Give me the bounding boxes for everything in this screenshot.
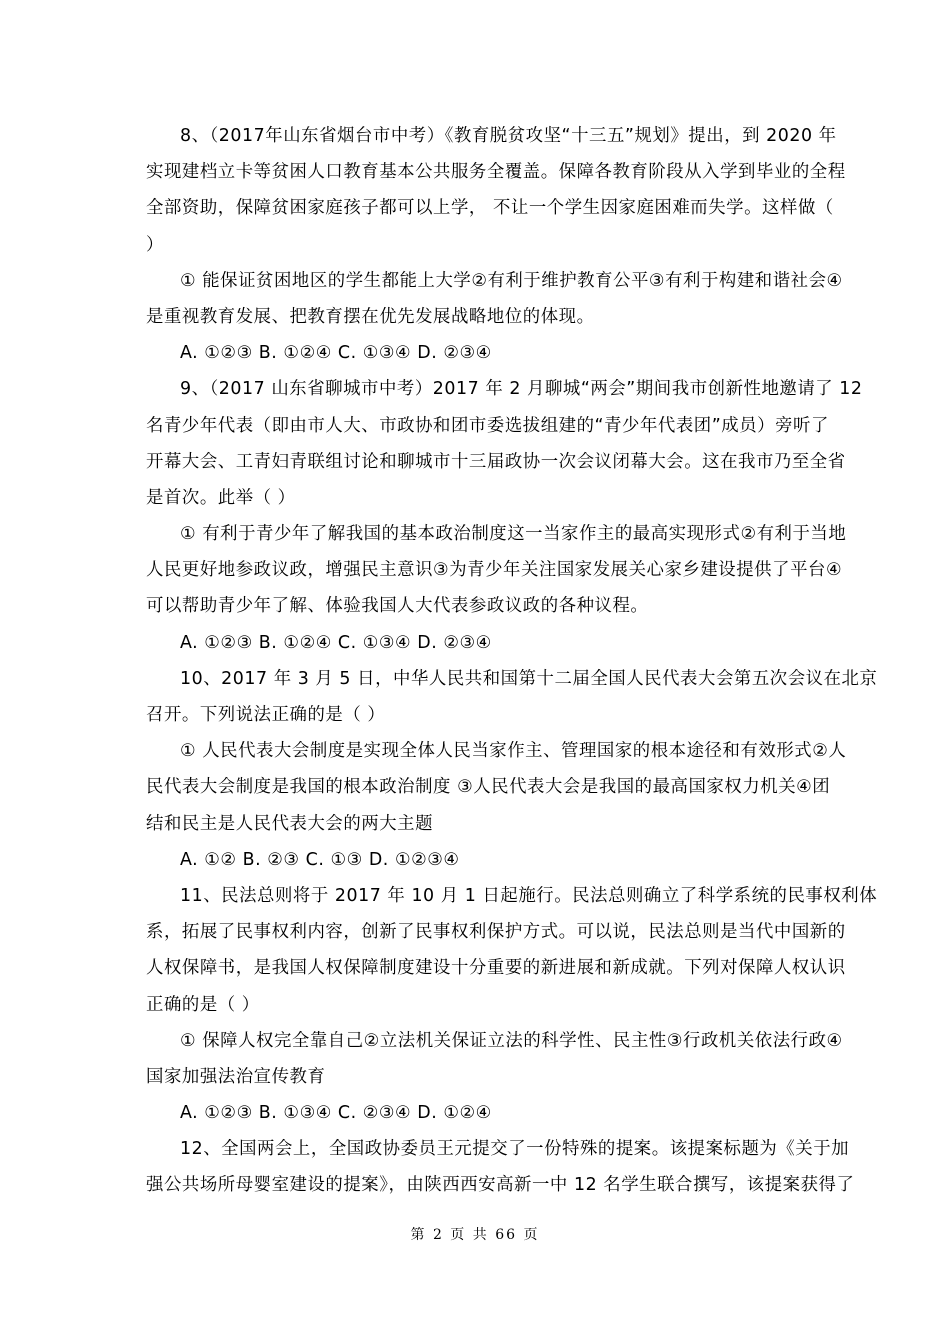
text-line: 实现建档立卡等贫困人口教育基本公共服务全覆盖。保障各教育阶段从入学到毕业的全程 [146,162,846,183]
text-line: 10、2017 年 3 月 5 日，中华人民共和国第十二届全国人民代表大会第五次会议在北京 [180,668,878,689]
text-line: 开幕大会、工青妇青联组讨论和聊城市十三届政协一次会议闭幕大会。这在我市乃至全省 [146,451,846,472]
text-line: 是重视教育发展、把教育摆在优先发展战略地位的体现。 [146,306,595,327]
document-body [146,118,878,1204]
text-line: 正确的是（ ） [146,994,260,1015]
text-line: A. ①② B. ②③ C. ①③ D. ①②③④ [180,849,460,870]
text-line: 结和民主是人民代表大会的两大主题 [146,813,434,834]
text-line: ） [146,234,164,255]
text-line: ① 有利于青少年了解我国的基本政治制度这一当家作主的最高实现形式②有利于当地 [180,524,847,545]
text-line: 是首次。此举（ ） [146,487,296,508]
text-line: 11、民法总则将于 2017 年 10 月 1 日起施行。民法总则确立了科学系统的民事权利体 [180,885,878,906]
text-line: 8、（2017年山东省烟台市中考）《教育脱贫攻坚“十三五”规划》提出，到 2020 年 [180,126,837,146]
text-line: ① 人民代表大会制度是实现全体人民当家作主、管理国家的根本途径和有效形式②人 [180,741,847,762]
text-line: 系，拓展了民事权利内容，创新了民事权利保护方式。可以说，民法总则是当代中国新的 [146,922,846,943]
text-line: 12、全国两会上，全国政协委员王元提交了一份特殊的提案。该提案标题为《关于加 [180,1139,850,1160]
text-line: 民代表大会制度是我国的根本政治制度 ③人民代表大会是我国的最高国家权力机关④团 [146,777,831,798]
page-footer: 第 2 页 共 66 页 [410,1227,540,1243]
text-line: 强公共场所母婴室建设的提案》，由陕西西安高新一中 12 名学生联合撰写，该提案获得了 [146,1175,855,1196]
text-line: 人权保障书，是我国人权保障制度建设十分重要的新进展和新成就。下列对保障人权认识 [146,958,846,979]
text-line: 全部资助，保障贫困家庭孩子都可以上学， 不让一个学生因家庭困难而失学。这样做（ [146,198,834,219]
text-line: A. ①②③ B. ①②④ C. ①③④ D. ②③④ [180,632,492,653]
text-line: ① 保障人权完全靠自己②立法机关保证立法的科学性、民主性③行政机关依法行政④ [180,1030,843,1051]
text-line: A. ①②③ B. ①②④ C. ①③④ D. ②③④ [180,343,492,364]
text-line: 国家加强法治宣传教育 [146,1066,326,1087]
text-line: A. ①②③ B. ①③④ C. ②③④ D. ①②④ [180,1103,492,1124]
text-line: 9、（2017 山东省聊城市中考）2017 年 2 月聊城“两会”期间我市创新性地邀请了 12 [180,379,863,400]
text-line: 召开。下列说法正确的是（ ） [146,705,386,725]
text-line: 名青少年代表（即由市人大、市政协和团市委选拔组建的“青少年代表团”成员）旁听了 [146,415,829,436]
text-line: ① 能保证贫困地区的学生都能上大学②有利于维护教育公平③有利于构建和谐社会④ [180,270,843,291]
text-line: 可以帮助青少年了解、体验我国人大代表参政议政的各种议程。 [146,596,649,617]
text-line: 人民更好地参政议政，增强民主意识③为青少年关注国家发展关心家乡建设提供了平台④ [146,560,843,581]
